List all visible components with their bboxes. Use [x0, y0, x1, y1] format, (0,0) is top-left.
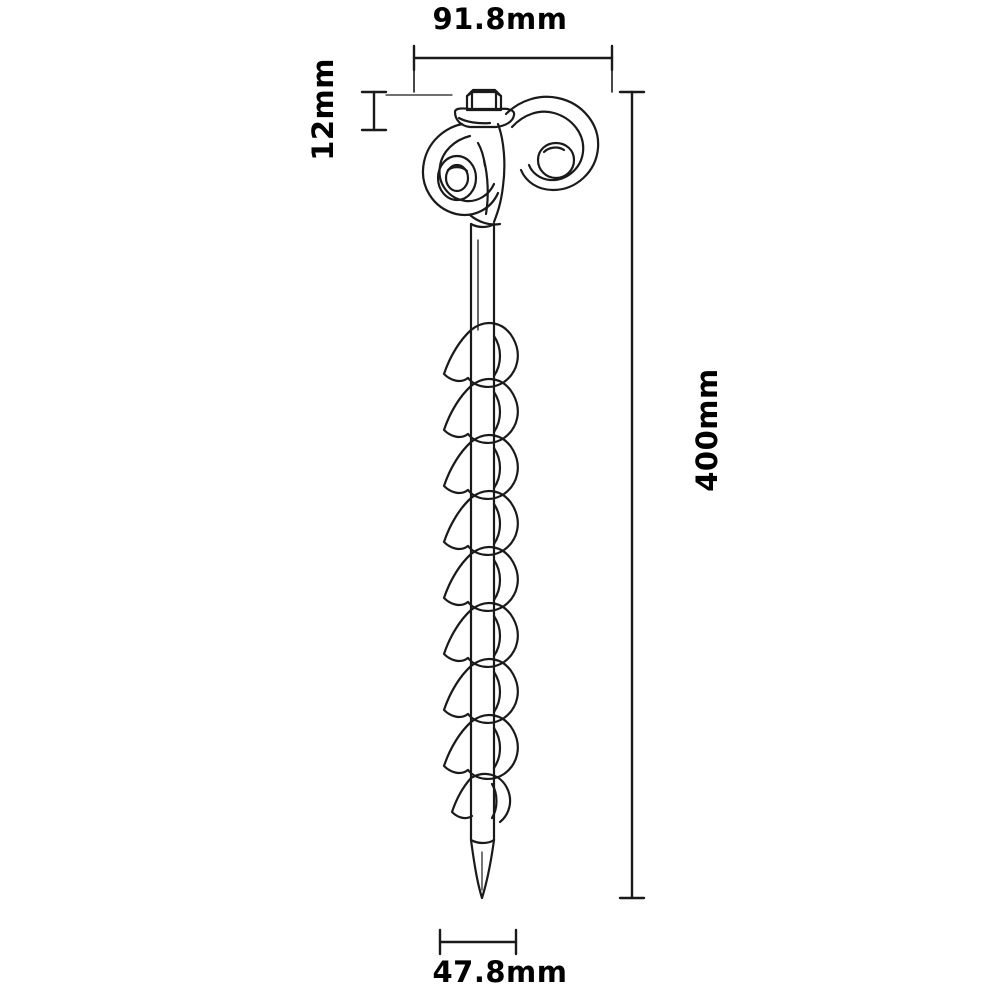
anchor-tip: [471, 840, 494, 898]
dimension-label-overall-length-text: 400mm: [690, 368, 724, 492]
dimension-label-bottom-width: 47.8mm: [432, 955, 568, 989]
dimension-label-overall-length: [690, 307, 724, 492]
dimension-line-bottom-width: [440, 930, 516, 954]
anchor-collar-plate: [455, 108, 514, 127]
dimension-label-collar-height-text: 12mm: [306, 58, 340, 161]
dimension-label-top-width: 91.8mm: [432, 2, 568, 36]
dimension-line-top-width: [414, 46, 612, 92]
anchor-hex-cap: [467, 90, 501, 110]
anchor-shaft: [471, 224, 494, 840]
anchor-helix-flights: [444, 323, 518, 822]
anchor-hook-head: [506, 97, 598, 190]
dimension-line-overall-length: [620, 92, 644, 898]
dimension-line-collar-height: [362, 92, 452, 130]
dimension-label-collar-height: [306, 0, 340, 161]
